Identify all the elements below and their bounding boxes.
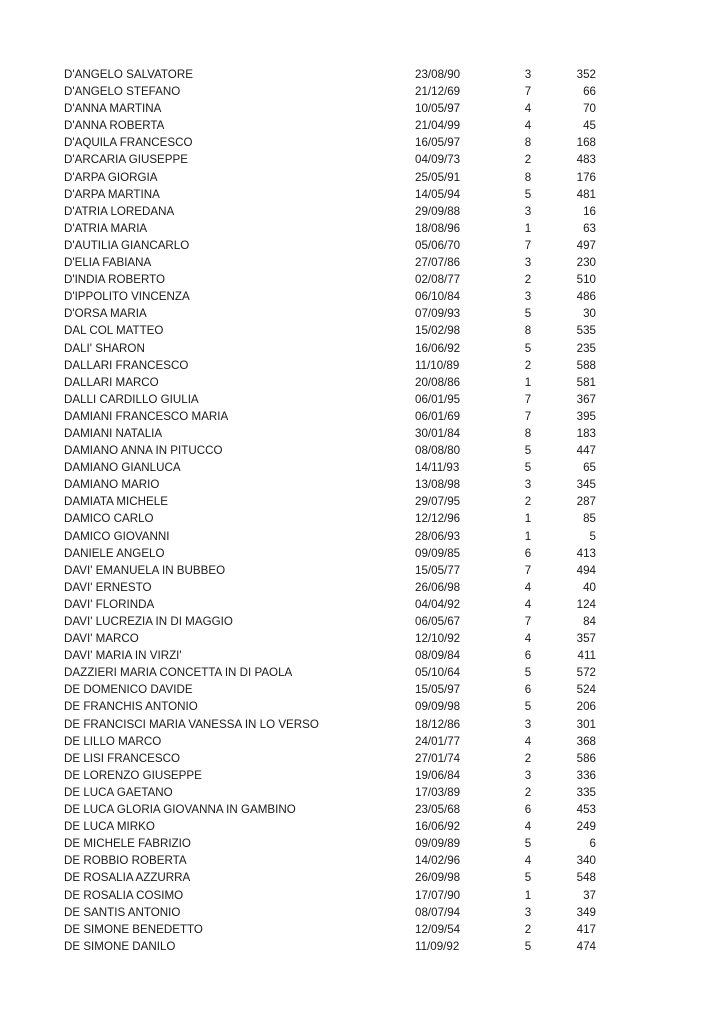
table-row — [64, 750, 604, 767]
person-name: DAZZIERI MARIA CONCETTA IN DI PAOLA — [64, 666, 293, 680]
record-number: 63 — [583, 221, 596, 235]
person-name: DE MICHELE FABRIZIO — [64, 837, 191, 851]
record-number: 474 — [576, 939, 596, 953]
record-number: 481 — [576, 187, 596, 201]
record-number: 417 — [576, 922, 596, 936]
record-number: 497 — [576, 238, 596, 252]
table-row — [64, 100, 604, 117]
person-name: D'ANGELO SALVATORE — [64, 68, 193, 81]
record-number: 168 — [576, 136, 596, 150]
birth-date: 11/10/89 — [415, 358, 460, 372]
table-row — [64, 579, 604, 596]
category-code: 1 — [524, 888, 532, 902]
category-code: 4 — [524, 632, 532, 646]
category-code: 7 — [524, 85, 532, 99]
person-name: DAVI' MARIA IN VIRZI' — [64, 649, 182, 663]
table-row — [64, 391, 604, 408]
record-number: 453 — [576, 803, 596, 817]
birth-date: 17/07/90 — [415, 888, 461, 902]
table-row — [64, 186, 604, 203]
birth-date: 14/11/93 — [415, 461, 460, 475]
birth-date: 15/02/98 — [415, 324, 461, 338]
record-number: 352 — [576, 68, 596, 81]
birth-date: 04/04/92 — [415, 597, 461, 611]
record-number: 249 — [576, 820, 596, 834]
person-name: DE LUCA GAETANO — [64, 785, 173, 799]
category-code: 4 — [524, 734, 532, 748]
category-code: 3 — [524, 905, 532, 919]
record-number: 349 — [576, 905, 596, 919]
table-row — [64, 664, 604, 681]
record-number: 16 — [583, 204, 596, 218]
record-number: 357 — [576, 632, 596, 646]
category-code: 2 — [524, 153, 532, 167]
record-number: 84 — [583, 615, 596, 628]
person-name: D'ANGELO STEFANO — [64, 85, 181, 99]
person-name: DAMIANI NATALIA — [64, 426, 163, 440]
table-row — [64, 408, 604, 425]
birth-date: 27/07/86 — [415, 256, 461, 270]
birth-date: 27/01/74 — [415, 751, 461, 765]
record-number: 230 — [576, 256, 596, 270]
birth-date: 21/04/99 — [415, 119, 461, 133]
record-number: 301 — [576, 717, 596, 731]
category-code: 1 — [524, 221, 532, 235]
category-code: 3 — [524, 768, 532, 782]
record-number: 66 — [583, 85, 596, 99]
record-number: 235 — [576, 341, 596, 355]
category-code: 3 — [524, 68, 532, 81]
birth-date: 09/09/89 — [415, 837, 461, 851]
table-row — [64, 66, 604, 83]
table-row — [64, 835, 604, 852]
table-row — [64, 220, 604, 237]
birth-date: 25/05/91 — [415, 170, 461, 184]
record-number: 367 — [576, 392, 596, 406]
birth-date: 21/12/69 — [415, 85, 461, 99]
category-code: 3 — [524, 717, 532, 731]
record-number: 535 — [576, 324, 596, 338]
record-number: 368 — [576, 734, 596, 748]
person-name: D'ARCARIA GIUSEPPE — [64, 153, 188, 167]
category-code: 6 — [524, 803, 532, 817]
birth-date: 19/06/84 — [415, 768, 461, 782]
category-code: 7 — [524, 563, 532, 577]
table-row — [64, 322, 604, 339]
person-name: DE LORENZO GIUSEPPE — [64, 768, 202, 782]
table-row — [64, 613, 604, 630]
table-row — [64, 681, 604, 698]
record-number: 183 — [576, 426, 596, 440]
record-number: 486 — [576, 290, 596, 304]
table-row — [64, 476, 604, 493]
category-code: 8 — [524, 426, 532, 440]
record-number: 45 — [583, 119, 596, 133]
category-code: 4 — [524, 119, 532, 133]
category-code: 8 — [524, 136, 532, 150]
record-number: 411 — [577, 649, 596, 663]
birth-date: 05/06/70 — [415, 238, 461, 252]
birth-date: 13/08/98 — [415, 478, 461, 492]
table-row — [64, 887, 604, 904]
table-row — [64, 305, 604, 322]
person-name: DAMICO GIOVANNI — [64, 529, 170, 543]
record-number: 447 — [576, 444, 596, 458]
category-code: 4 — [524, 820, 532, 834]
category-code: 8 — [524, 324, 532, 338]
person-name: DANIELE ANGELO — [64, 546, 165, 560]
person-name: DAMIANO ANNA IN PITUCCO — [64, 444, 223, 458]
person-name: DE FRANCISCI MARIA VANESSA IN LO VERSO — [64, 717, 319, 731]
table-row — [64, 134, 604, 151]
category-code: 5 — [524, 444, 532, 458]
birth-date: 29/07/95 — [415, 495, 461, 509]
birth-date: 12/12/96 — [415, 512, 461, 526]
table-row — [64, 733, 604, 750]
table-row — [64, 545, 604, 562]
record-number: 494 — [576, 563, 596, 577]
record-number: 5 — [589, 529, 596, 543]
table-row — [64, 647, 604, 664]
record-number: 395 — [576, 409, 596, 423]
birth-date: 09/09/85 — [415, 546, 461, 560]
person-name: DE LISI FRANCESCO — [64, 751, 180, 765]
person-name: D'ATRIA LOREDANA — [64, 204, 175, 218]
record-number: 572 — [576, 666, 596, 680]
person-name: DAMICO CARLO — [64, 512, 154, 526]
record-number: 510 — [576, 273, 596, 287]
category-code: 2 — [524, 358, 532, 372]
person-name: DALI' SHARON — [64, 341, 145, 355]
category-code: 6 — [524, 649, 532, 663]
category-code: 3 — [524, 256, 532, 270]
category-code: 3 — [524, 290, 532, 304]
table-row — [64, 271, 604, 288]
category-code: 3 — [524, 478, 532, 492]
person-name: DE SIMONE DANILO — [64, 939, 176, 953]
record-number: 85 — [583, 512, 596, 526]
birth-date: 23/05/68 — [415, 803, 461, 817]
table-row — [64, 630, 604, 647]
category-code: 1 — [524, 529, 532, 543]
person-name: D'ARPA MARTINA — [64, 187, 160, 201]
category-code: 5 — [524, 871, 532, 885]
birth-date: 10/05/97 — [415, 102, 461, 116]
person-name: DAMIATA MICHELE — [64, 495, 168, 509]
birth-date: 06/01/69 — [415, 409, 461, 423]
record-number: 548 — [576, 871, 596, 885]
person-name: DE SANTIS ANTONIO — [64, 905, 181, 919]
person-name: DE FRANCHIS ANTONIO — [64, 700, 198, 714]
table-row — [64, 203, 604, 220]
person-name: DALLI CARDILLO GIULIA — [64, 392, 199, 406]
category-code: 8 — [524, 170, 532, 184]
birth-date: 08/08/80 — [415, 444, 461, 458]
table-row — [64, 374, 604, 391]
person-name: DE ROSALIA COSIMO — [64, 888, 184, 902]
birth-date: 26/09/98 — [415, 871, 461, 885]
category-code: 5 — [524, 187, 532, 201]
category-code: 1 — [524, 375, 532, 389]
category-code: 2 — [524, 922, 532, 936]
person-name: DE ROBBIO ROBERTA — [64, 854, 187, 868]
birth-date: 17/03/89 — [415, 785, 461, 799]
birth-date: 09/09/98 — [415, 700, 461, 714]
person-name: DE LUCA GLORIA GIOVANNA IN GAMBINO — [64, 803, 296, 817]
category-code: 7 — [524, 615, 532, 628]
table-row — [64, 117, 604, 134]
person-name: D'ANNA MARTINA — [64, 102, 162, 116]
record-number: 581 — [576, 375, 596, 389]
birth-date: 15/05/97 — [415, 683, 461, 697]
record-number: 588 — [576, 358, 596, 372]
table-row — [64, 83, 604, 100]
record-number: 287 — [576, 495, 596, 509]
person-name: DAVI' FLORINDA — [64, 597, 155, 611]
table-row — [64, 904, 604, 921]
birth-date: 26/06/98 — [415, 580, 461, 594]
birth-date: 07/09/93 — [415, 307, 461, 321]
person-name: D'INDIA ROBERTO — [64, 273, 165, 287]
table-row — [64, 510, 604, 527]
category-code: 7 — [524, 238, 532, 252]
person-name: DE SIMONE BENEDETTO — [64, 922, 203, 936]
category-code: 5 — [524, 341, 532, 355]
table-row — [64, 921, 604, 938]
birth-date: 15/05/77 — [415, 563, 461, 577]
person-name: DALLARI MARCO — [64, 375, 159, 389]
table-row — [64, 340, 604, 357]
person-name: D'AQUILA FRANCESCO — [64, 136, 193, 150]
person-name: DAMIANO GIANLUCA — [64, 461, 181, 475]
category-code: 1 — [524, 512, 532, 526]
category-code: 5 — [524, 837, 532, 851]
category-code: 5 — [524, 461, 532, 475]
record-number: 483 — [576, 153, 596, 167]
table-row — [64, 288, 604, 305]
birth-date: 12/09/54 — [415, 922, 461, 936]
person-name: D'ATRIA MARIA — [64, 221, 148, 235]
category-code: 4 — [524, 580, 532, 594]
record-number: 70 — [583, 102, 596, 116]
record-number: 30 — [583, 307, 596, 321]
table-row — [64, 493, 604, 510]
birth-date: 08/07/94 — [415, 905, 461, 919]
table-row — [64, 869, 604, 886]
table-row — [64, 801, 604, 818]
person-name: DAVI' LUCREZIA IN DI MAGGIO — [64, 615, 233, 628]
birth-date: 14/02/96 — [415, 854, 461, 868]
table-row — [64, 596, 604, 613]
birth-date: 16/06/92 — [415, 341, 461, 355]
birth-date: 12/10/92 — [415, 632, 461, 646]
record-number: 65 — [583, 461, 596, 475]
person-name: DAMIANO MARIO — [64, 478, 160, 492]
birth-date: 05/10/64 — [415, 666, 461, 680]
person-name: DE DOMENICO DAVIDE — [64, 683, 193, 697]
table-row — [64, 528, 604, 545]
category-code: 5 — [524, 939, 532, 953]
table-row — [64, 852, 604, 869]
record-number: 524 — [576, 683, 596, 697]
category-code: 5 — [524, 700, 532, 714]
birth-date: 11/09/92 — [415, 939, 460, 953]
record-number: 176 — [576, 170, 596, 184]
category-code: 6 — [524, 683, 532, 697]
table-row — [64, 698, 604, 715]
birth-date: 04/09/73 — [415, 153, 461, 167]
category-code: 5 — [524, 307, 532, 321]
person-name: D'ORSA MARIA — [64, 307, 147, 321]
category-code: 5 — [524, 666, 532, 680]
record-number: 335 — [576, 785, 596, 799]
category-code: 2 — [524, 751, 532, 765]
records-table — [64, 66, 604, 955]
person-name: DALLARI FRANCESCO — [64, 358, 189, 372]
table-row — [64, 357, 604, 374]
table-row — [64, 169, 604, 186]
record-number: 413 — [576, 546, 596, 560]
person-name: D'IPPOLITO VINCENZA — [64, 290, 190, 304]
record-number: 586 — [576, 751, 596, 765]
table-row — [64, 151, 604, 168]
table-row — [64, 784, 604, 801]
person-name: DAL COL MATTEO — [64, 324, 164, 338]
birth-date: 28/06/93 — [415, 529, 461, 543]
person-name: DE ROSALIA AZZURRA — [64, 871, 191, 885]
category-code: 2 — [524, 495, 532, 509]
person-name: DAMIANI FRANCESCO MARIA — [64, 409, 229, 423]
birth-date: 18/12/86 — [415, 717, 461, 731]
table-row — [64, 716, 604, 733]
person-name: DAVI' EMANUELA IN BUBBEO — [64, 563, 226, 577]
category-code: 4 — [524, 102, 532, 116]
record-number: 340 — [576, 854, 596, 868]
table-row — [64, 818, 604, 835]
category-code: 7 — [524, 392, 532, 406]
person-name: D'AUTILIA GIANCARLO — [64, 238, 190, 252]
table-row — [64, 425, 604, 442]
birth-date: 23/08/90 — [415, 68, 461, 81]
record-number: 37 — [583, 888, 596, 902]
table-row — [64, 767, 604, 784]
record-number: 40 — [583, 580, 596, 594]
birth-date: 16/06/92 — [415, 820, 461, 834]
person-name: DE LUCA MIRKO — [64, 820, 155, 834]
birth-date: 16/05/97 — [415, 136, 461, 150]
person-name: D'ELIA FABIANA — [64, 256, 152, 270]
birth-date: 24/01/77 — [415, 734, 461, 748]
person-name: D'ANNA ROBERTA — [64, 119, 165, 133]
category-code: 2 — [524, 273, 532, 287]
birth-date: 02/08/77 — [415, 273, 461, 287]
record-number: 6 — [589, 837, 596, 851]
birth-date: 06/05/67 — [415, 615, 461, 628]
birth-date: 14/05/94 — [415, 187, 461, 201]
birth-date: 30/01/84 — [415, 426, 461, 440]
record-number: 336 — [576, 768, 596, 782]
birth-date: 20/08/86 — [415, 375, 461, 389]
table-row — [64, 562, 604, 579]
category-code: 4 — [524, 854, 532, 868]
birth-date: 06/10/84 — [415, 290, 461, 304]
person-name: DAVI' MARCO — [64, 632, 139, 646]
table-row — [64, 938, 604, 955]
table-row — [64, 237, 604, 254]
category-code: 6 — [524, 546, 532, 560]
person-name: D'ARPA GIORGIA — [64, 170, 158, 184]
record-number: 345 — [576, 478, 596, 492]
category-code: 4 — [524, 597, 532, 611]
category-code: 2 — [524, 785, 532, 799]
birth-date: 06/01/95 — [415, 392, 461, 406]
record-number: 206 — [576, 700, 596, 714]
person-name: DE LILLO MARCO — [64, 734, 162, 748]
category-code: 3 — [524, 204, 532, 218]
birth-date: 18/08/96 — [415, 221, 461, 235]
table-row — [64, 254, 604, 271]
table-row — [64, 459, 604, 476]
category-code: 7 — [524, 409, 532, 423]
person-name: DAVI' ERNESTO — [64, 580, 152, 594]
record-number: 124 — [576, 597, 596, 611]
birth-date: 29/09/88 — [415, 204, 461, 218]
birth-date: 08/09/84 — [415, 649, 461, 663]
table-row — [64, 442, 604, 459]
